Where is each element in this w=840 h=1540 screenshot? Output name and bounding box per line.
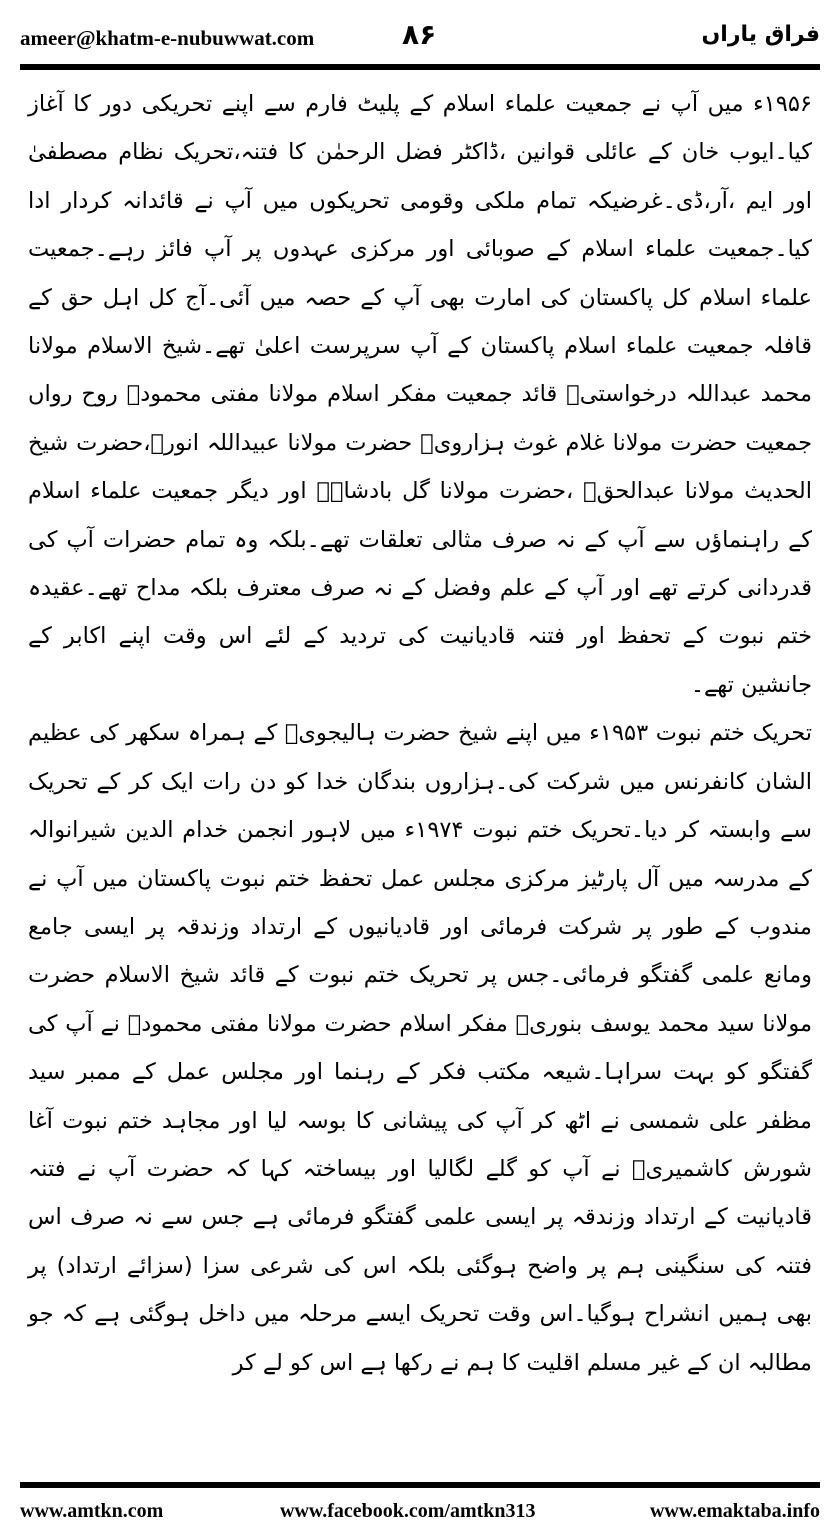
page-header bbox=[20, 18, 820, 58]
footer-link-facebook[interactable]: www.facebook.com/amtkn313 bbox=[280, 1500, 536, 1522]
header-rule bbox=[20, 64, 820, 70]
page-body bbox=[28, 80, 812, 1387]
page-number: ۸۶ bbox=[402, 18, 437, 51]
email-address[interactable]: ameer@khatm-e-nubuwwat.com bbox=[20, 26, 315, 50]
body-paragraph-1: ۱۹۵۶ء میں آپ نے جمعیت علماء اسلام کے پلیٹ فارم سے اپنے تحریکی دور کا آغاز کیا۔ایوب خان کے عائلی قوانین ،ڈاکٹر فضل الرحمٰن کا فتنہ،تحریک نظام مصطفیٰ اور ایم ،آر،ڈی۔غرضیکہ تمام ملکی وقومی تحریکوں میں آپ نے قائدانہ کردار ادا کیا۔جمعیت علماء اسلام کے صوبائی اور مرکزی عہدوں پر آپ فائز رہے۔جمعیت علماء اسلام کل پاکستان کی امارت بھی آپ کے حصہ میں آئی۔آج کل اہل حق کے قافلہ جمعیت علماء اسلام پاکستان کے آپ سرپرست اعلیٰ تھے۔شیخ الاسلام مولانا محمد عبداللہ درخواستیؒ قائد جمعیت مفکر اسلام مولانا مفتی محمودؒ روح رواں جمعیت حضرت مولانا غلام غوث ہزارویؒ حضرت مولانا عبیداللہ انورؒ،حضرت شیخ الحدیث مولانا عبدالحقؒ ،حضرت مولانا گل بادشاہؒ اور دیگر جمعیت علماء اسلام کے راہنماؤں سے آپ کے نہ صرف مثالی تعلقات تھے۔بلکہ وہ تمام حضرات آپ کی قدردانی کرتے تھے اور آپ کے علم وفضل کے نہ صرف معترف بلکہ مداح تھے۔عقیدہ ختم نبوت کے تحفظ اور فتنہ قادیانیت کی تردید کے لئے اس وقت اپنے اکابر کے جانشین تھے۔ bbox=[28, 91, 812, 698]
book-title: فراق یاراں bbox=[701, 22, 820, 47]
footer-rule bbox=[20, 1482, 820, 1488]
footer-link-amtkn[interactable]: www.amtkn.com bbox=[20, 1500, 164, 1522]
footer-link-emaktaba[interactable]: www.emaktaba.info bbox=[649, 1500, 820, 1522]
body-paragraph-2: تحریک ختم نبوت ۱۹۵۳ء میں اپنے شیخ حضرت ہالیجویؒ کے ہمراہ سکھر کی عظیم الشان کانفرنس میں شرکت کی۔ہزاروں بندگان خدا کو دن رات ایک کر کے تحریک سے وابستہ کر دیا۔تحریک ختم نبوت ۱۹۷۴ء میں لاہور انجمن خدام الدین شیرانوالہ کے مدرسہ میں آل پارٹیز مرکزی مجلس عمل تحفظ ختم نبوت پاکستان میں آپ نے مندوب کے طور پر شرکت فرمائی اور قادیانیوں کے ارتداد وزندقہ پر ایسی جامع ومانع علمی گفتگو فرمائی۔جس پر تحریک ختم نبوت کے قائد شیخ الاسلام حضرت مولانا سید محمد یوسف بنوریؒ مفکر اسلام حضرت مولانا مفتی محمودؒ نے آپ کی گفتگو کو بہت سراہا۔شیعہ مکتب فکر کے رہنما اور مجلس عمل کے ممبر سید مظفر علی شمسی نے اٹھ کر آپ کی پیشانی کا بوسہ لیا اور مجاہد ختم نبوت آغا شورش کاشمیریؒ نے آپ کو گلے لگالیا اور بیساختہ کہا کہ حضرت آپ نے فتنہ قادیانیت کے ارتداد وزندقہ پر ایسی علمی گفتگو فرمائی ہے جس سے نہ صرف اس فتنہ کی سنگینی ہم پر واضح ہوگئی بلکہ اس کی شرعی سزا (سزائے ارتداد) پر بھی ہمیں انشراح ہوگیا۔اس وقت تحریک ایسے مرحلہ میں داخل ہوگئی ہے کہ جو مطالبہ ان کے غیر مسلم اقلیت کا ہم نے رکھا ہے اس کو لے کر bbox=[28, 720, 813, 1376]
